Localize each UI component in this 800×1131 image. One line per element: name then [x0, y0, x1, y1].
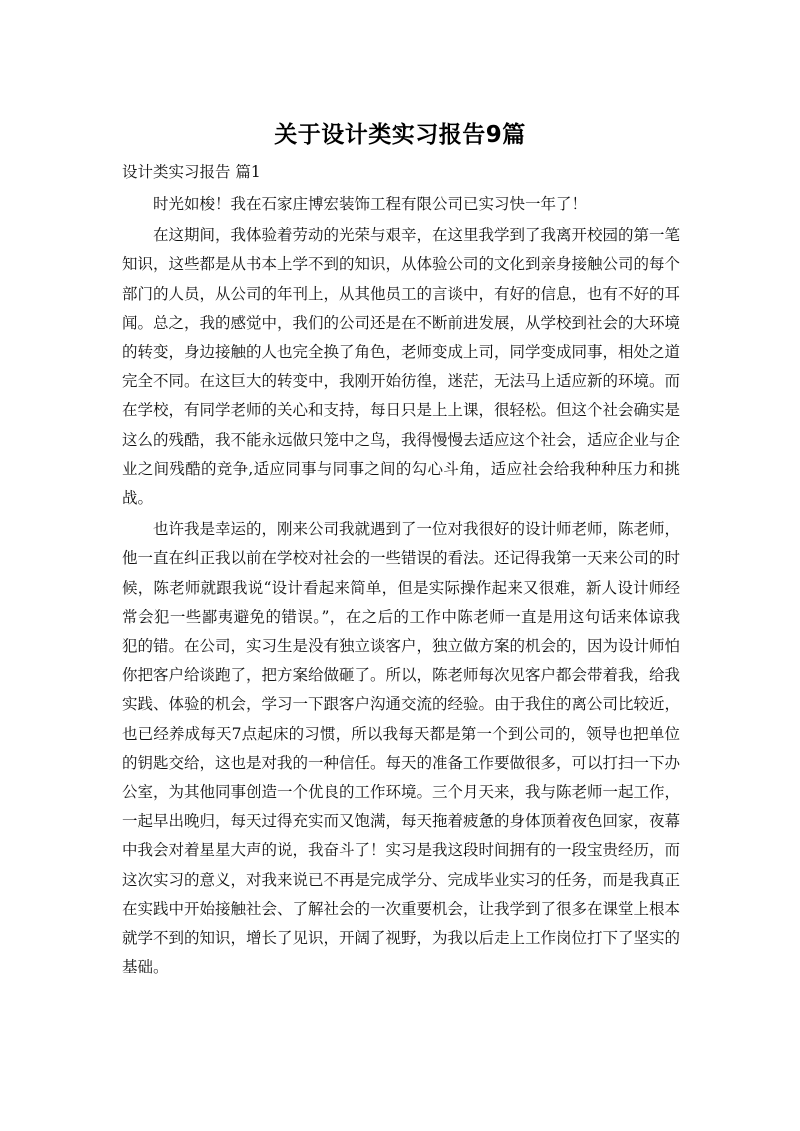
section-heading: 设计类实习报告 篇1: [122, 163, 261, 181]
paragraph: 也许我是幸运的，刚来公司我就遇到了一位对我很好的设计师老师，陈老师，他一直在纠正我以前在学校对社会的一些错误的看法。还记得我第一天来公司的时候，陈老师就跟我说“设计看起来简单，但是实际操作起来又很难，新人设计师经常会犯一些鄙夷避免的错误。”，在之后的工作中陈老师一直是用这句话来体谅我犯的错。在公司，实习生是没有独立谈客户，独立做方案的机会的，因为设计师怕你把客户给谈跑了，把方案给做砸了。所以，陈老师每次见客户都会带着我，给我实践、体验的机会，学习一下跟客户沟通交流的经验。由于我住的离公司比较近，也已经养成每天7点起床的习惯，所以我每天都是第一个到公司的，领导也把单位的钥匙交给，这也是对我的一种信任。每天的准备工作要做很多，可以打扫一下办公室，为其他同事创造一个优良的工作环境。三个月天来，我与陈老师一起工作，一起早出晚归，每天过得充实而又饱满，每天拖着疲惫的身体顶着夜色回家，夜幕中我会对着星星大声的说，我奋斗了！实习是我这段时间拥有的一段宝贵经历，而这次实习的意义，对我来说已不再是完成学分、完成毕业实习的任务，而是我真正在实践中开始接触社会、了解社会的一次重要机会，让我学到了很多在课堂上根本就学不到的知识，增长了见识，开阔了视野，为我以后走上工作岗位打下了坚实的基础。: [122, 520, 681, 977]
paragraph: 时光如梭！我在石家庄博宏装饰工程有限公司已实习快一年了！: [153, 195, 588, 213]
paragraph: 在这期间，我体验着劳动的光荣与艰辛，在这里我学到了我离开校园的第一笔知识，这些都是从书本上学不到的知识，从体验公司的文化到亲身接触公司的每个部门的人员，从公司的年刊上，从其他员工的言谈中，有好的信息，也有不好的耳闻。总之，我的感觉中，我们的公司还是在不断前进发展，从学校到社会的大环境的转变，身边接触的人也完全换了角色，老师变成上司，同学变成同事，相处之道完全不同。在这巨大的转变中，我刚开始彷徨，迷茫，无法马上适应新的环境。而在学校，有同学老师的关心和支持，每日只是上上课，很轻松。但这个社会确实是这么的残酷，我不能永远做只笼中之鸟，我得慢慢去适应这个社会，适应企业与企业之间残酷的竞争,适应同事与同事之间的勾心斗角，适应社会给我种种压力和挑战。: [122, 226, 681, 508]
document-body: [122, 190, 680, 984]
document-title: 关于设计类实习报告9篇: [274, 122, 526, 148]
